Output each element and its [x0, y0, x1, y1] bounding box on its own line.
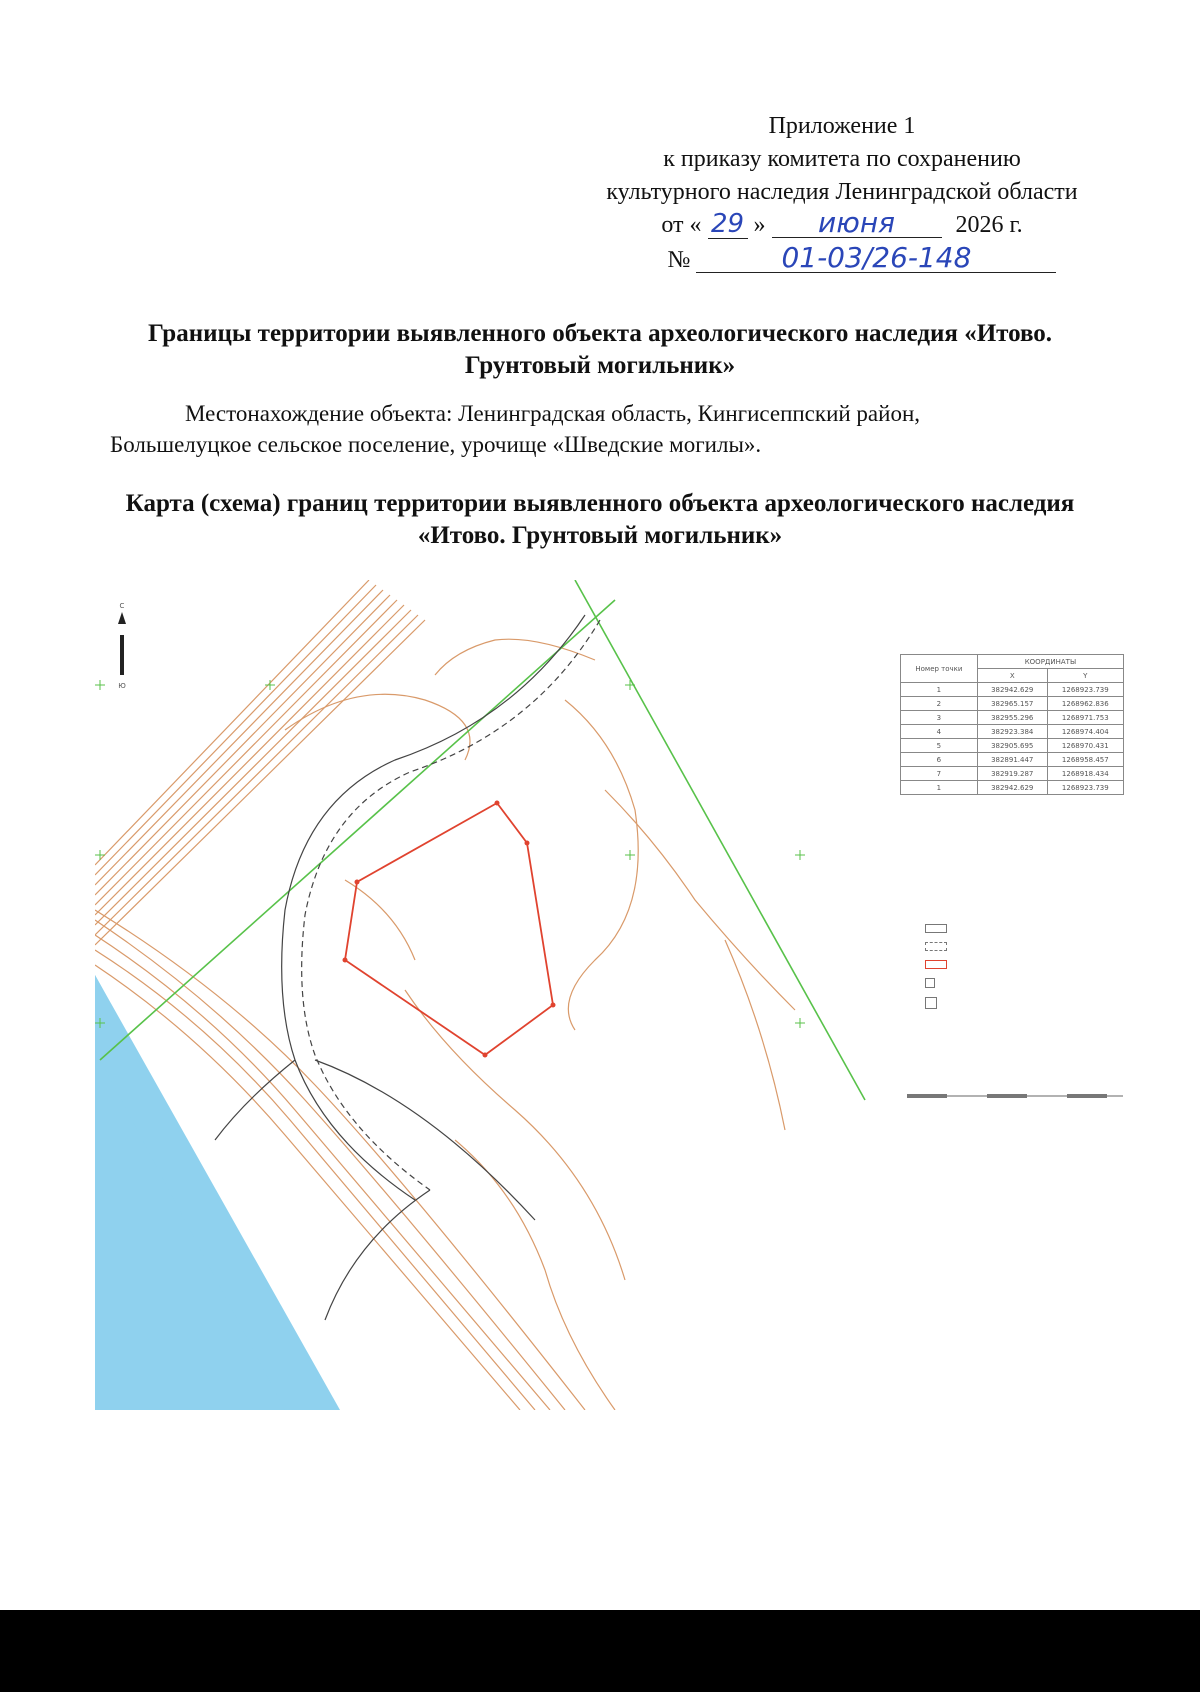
legend-symbol-icon	[925, 997, 937, 1009]
legend-item	[925, 942, 1125, 951]
object-location	[110, 398, 1100, 460]
annex-header	[562, 110, 1122, 277]
grid-crosses	[95, 680, 805, 1028]
table-row: 3 382955.296 1268971.753	[901, 711, 1124, 725]
order-date	[562, 206, 1122, 242]
survey-lines	[100, 580, 865, 1100]
number-prefix: №	[667, 247, 691, 273]
date-day-handwritten: 29	[708, 210, 748, 239]
document-title: Границы территории выявленного объекта археологического наследия «Итово. Грунтовый могильник»	[147, 320, 1053, 379]
legend-item	[925, 997, 1125, 1009]
date-month-handwritten: июня	[772, 209, 942, 238]
coordinate-table	[900, 654, 1124, 795]
scan-bottom-border	[0, 1610, 1200, 1692]
table-row: 5 382905.695 1268970.431	[901, 739, 1124, 753]
col-point: Номер точки	[901, 655, 978, 683]
col-coords: КООРДИНАТЫ	[977, 655, 1123, 669]
legend-item	[925, 960, 1125, 969]
annex-line-1: Приложение 1	[768, 113, 916, 139]
map-legend	[925, 924, 1125, 1018]
col-y: Y	[1047, 669, 1123, 683]
annex-line-2: к приказу комитета по сохранению	[663, 146, 1021, 172]
heritage-boundary	[345, 803, 553, 1055]
legend-item	[925, 924, 1125, 933]
map-title: Карта (схема) границ территории выявленного объекта археологического наследия «Итово. Грунтовый могильник»	[125, 490, 1075, 549]
terrain-contours	[285, 639, 795, 1410]
annex-line-3: культурного наследия Ленинградской области	[606, 179, 1078, 205]
legend-symbol-icon	[925, 924, 947, 933]
north-arrow-icon	[114, 600, 130, 690]
slope-contours	[95, 580, 425, 945]
road	[215, 615, 600, 1320]
col-x: X	[977, 669, 1047, 683]
location-line-1: Местонахождение объекта: Ленинградская область, Кингисеппский район,	[185, 401, 921, 426]
table-row: 7 382919.287 1268918.434	[901, 767, 1124, 781]
date-mid: »	[753, 212, 766, 238]
south-label: Ю	[118, 682, 126, 690]
legend-item	[925, 978, 1125, 988]
legend-symbol-icon	[925, 960, 947, 969]
scale-bar	[905, 1088, 1125, 1102]
number-handwritten: 01-03/26-148	[696, 244, 1056, 273]
date-year: 2026 г.	[955, 212, 1023, 238]
table-row: 1 382942.629 1268923.739	[901, 683, 1124, 697]
location-line-2: Большелуцкое сельское поселение, урочище «Шведские могилы».	[110, 432, 762, 457]
date-prefix: от «	[661, 212, 702, 238]
table-row: 1 382942.629 1268923.739	[901, 781, 1124, 795]
table-row: 6 382891.447 1268958.457	[901, 753, 1124, 767]
table-row: 4 382923.384 1268974.404	[901, 725, 1124, 739]
legend-symbol-icon	[925, 942, 947, 951]
legend-symbol-icon	[925, 978, 935, 988]
order-number	[562, 241, 1122, 277]
north-label: С	[119, 602, 125, 610]
table-row: 2 382965.157 1268962.836	[901, 697, 1124, 711]
